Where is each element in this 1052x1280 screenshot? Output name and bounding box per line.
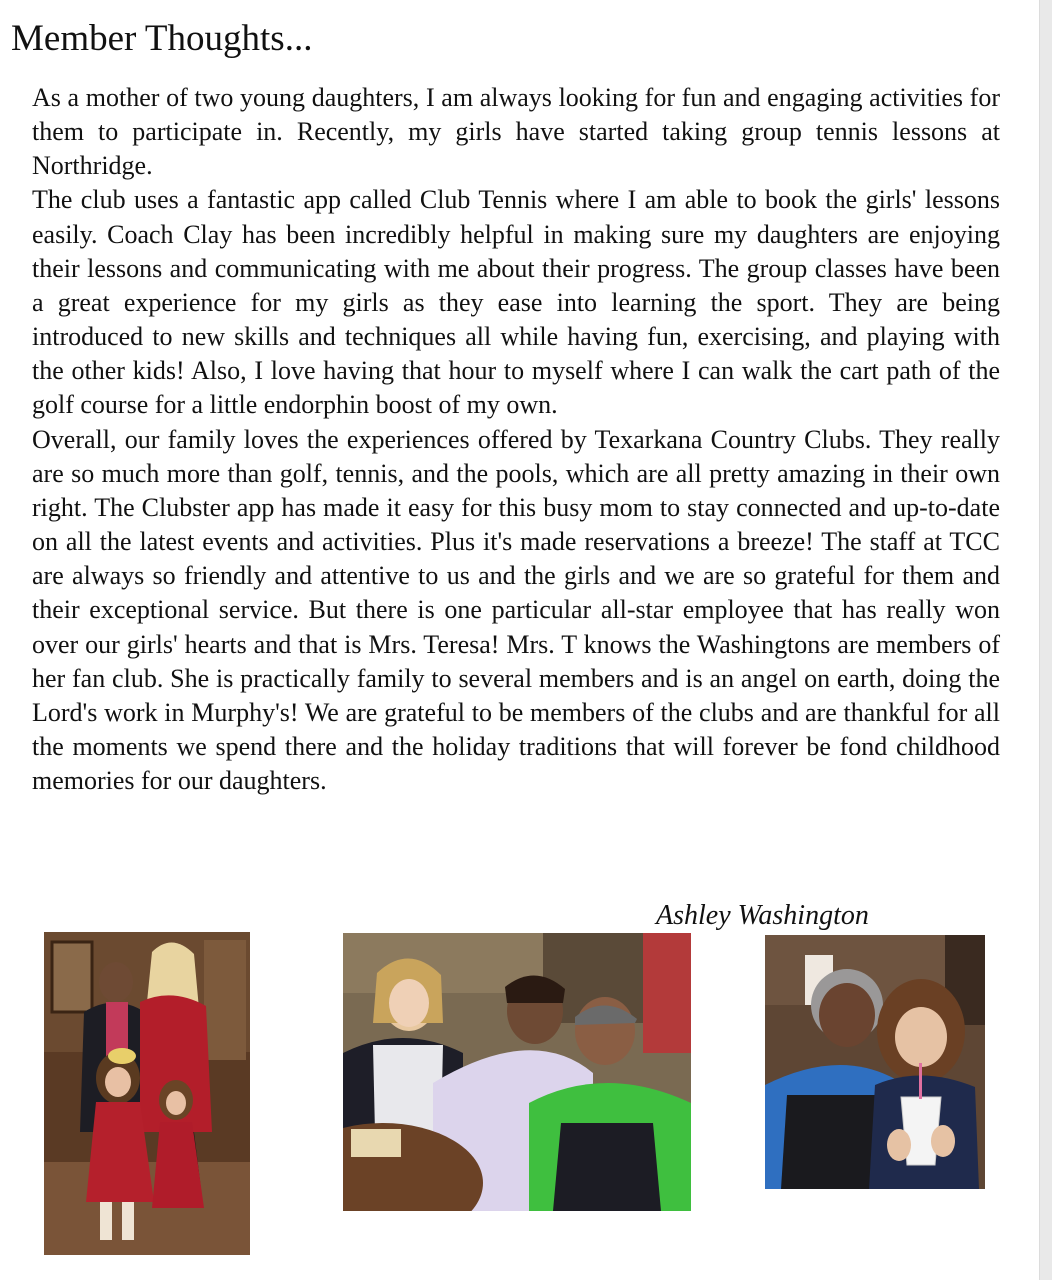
article-body	[32, 81, 1000, 798]
paragraph: As a mother of two young daughters, I am always looking for fun and engaging activities for them to participate in. Recently, my girls have started taking group tennis lessons at Northridge.	[32, 83, 1000, 181]
author-signature: Ashley Washington	[656, 900, 869, 931]
paragraph: The club uses a fantastic app called Club Tennis where I am able to book the girls' lessons easily. Coach Clay has been incredibly helpful in making sure my daughters are enjoying their lessons and communicating with me about their progress. The group classes have been a great experience for my girls as they ease into learning the sport. They are being introduced to new skills and techniques all while having fun, exercising, and playing with the other kids! Also, I love having that hour to myself where I can walk the cart path of the golf course for a little endorphin boost of my own.	[32, 185, 1000, 420]
paragraph: Overall, our family loves the experiences offered by Texarkana Country Clubs. They really are so much more than golf, tennis, and the pools, which are all pretty amazing in their own right. The Clubster app has made it easy for this busy mom to stay connected and up-to-date on all the latest events and activities. Plus it's made reservations a breeze! The staff at TCC are always so friendly and attentive to us and the girls and we are so grateful for them and their exceptional service. But there is one particular all-star employee that has really won over our girls' hearts and that is Mrs. Teresa! Mrs. T knows the Washingtons are members of her fan club. She is practically family to several members and is an angel on earth, doing the Lord's work in Murphy's! We are grateful to be members of the clubs and are thankful for all the moments we spend there and the holiday traditions that will forever be fond childhood memories for our daughters.	[32, 424, 1000, 796]
photo-adults-at-table	[343, 933, 691, 1211]
page-title: Member Thoughts...	[11, 18, 313, 59]
photo-staff-with-child	[765, 935, 985, 1189]
photo-family-group	[44, 932, 250, 1255]
scrollbar-track[interactable]	[1039, 0, 1052, 1280]
